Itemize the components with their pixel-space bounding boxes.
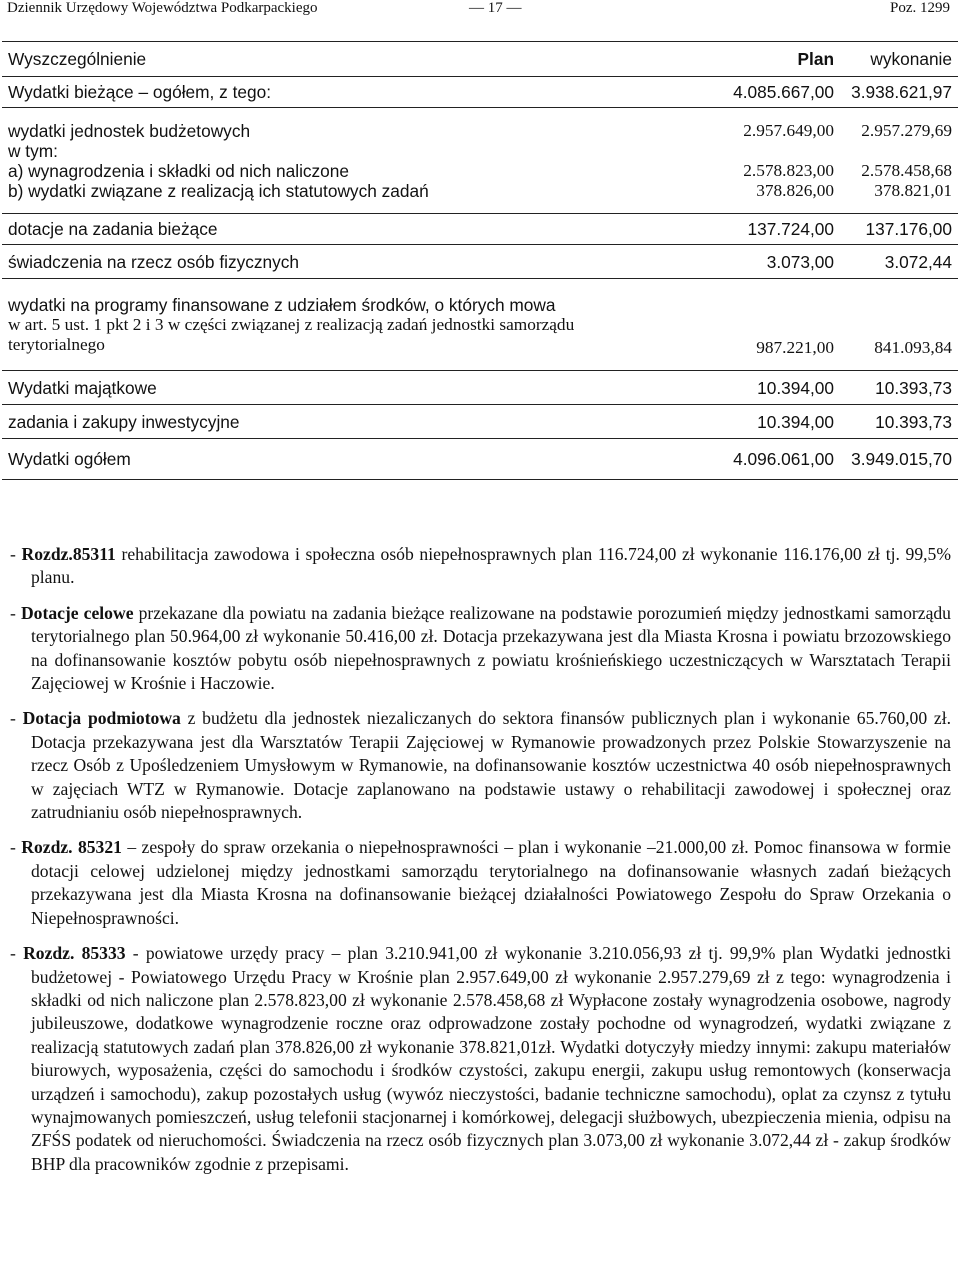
paragraph-dotacja-podmiotowa bbox=[10, 707, 951, 824]
col-header-description: Wyszczególnienie bbox=[2, 42, 712, 77]
paragraph-rozdz-85311 bbox=[10, 543, 951, 590]
paragraph-dash: - bbox=[10, 837, 22, 858]
report-body bbox=[10, 543, 951, 1188]
row-execution bbox=[840, 108, 958, 214]
row-plan: 3.073,00 bbox=[712, 245, 840, 279]
table-row bbox=[2, 371, 958, 405]
row-execution-value: 378.821,01 bbox=[874, 180, 952, 200]
paragraph-dash: - bbox=[10, 602, 21, 623]
row-label: zadania i zakupy inwestycyjne bbox=[2, 405, 712, 439]
row-execution: 137.176,00 bbox=[840, 214, 958, 245]
paragraph-heading: Rozdz. 85333 bbox=[23, 943, 126, 964]
row-plan-value: 2.578.823,00 bbox=[743, 160, 834, 180]
paragraph-text: przekazane dla powiatu na zadania bieżące realizowane na podstawie porozumień między jednostkami samorządu terytorialnego plan 50.964,00 zł wykonanie 50.416,00 zł. Dotacja przekazywana jest dla Miasta Krosna i powiatu brzozowskiego na dofinansowanie kosztów pobytu osób niepełnosprawnych z powiatu krośnieńskiego uczestniczących w Warsztatach Terapii Zajęciowej w Krośnie i Haczowie. bbox=[31, 602, 951, 694]
row-label: dotacje na zadania bieżące bbox=[2, 214, 712, 245]
row-plan: 10.394,00 bbox=[712, 371, 840, 405]
paragraph-text: z budżetu dla jednostek niezaliczanych do sektora finansów publicznych plan i wykonanie 65.760,00 zł. Dotacja przekazywana jest dla Warsztatów Terapii Zajęciowej w Rymanowie prowadzonych przez Polskie Stowarzyszenie na rzecz Osób z Upośledzeniem Umysłowym w Rymanowie, na dofinansowanie kosztów uczestnictwa 40 osób niepełnosprawnych w zajęciach WTZ w Rymanowie. Dotacje zaplanowano na podstawie ustawy o rehabilitacji zawodowej i społecznej oraz zatrudnianiu osób niepełnosprawnych. bbox=[31, 708, 951, 823]
row-label-line: w tym: bbox=[8, 140, 58, 161]
row-label-line: wydatki na programy finansowane z udziałem środków, o których mowa bbox=[8, 294, 556, 315]
row-label: Wydatki bieżące – ogółem, z tego: bbox=[2, 77, 712, 108]
table-row bbox=[2, 405, 958, 439]
paragraph-text: - powiatowe urzędy pracy – plan 3.210.941,00 zł wykonanie 3.210.056,93 zł tj. 99,9% plan Wydatki jednostki budżetowej - Powiatowego Urzędu Pracy w Krośnie plan 2.957.649,00 zł wykonanie 2.957.279,69 zł z tego: wynagrodzenia i składki od nich naliczone plan 2.578.823,00 zł wykonanie 2.578.458,68 zł Wypłacone zostały wynagrodzenia osobowe, nagrody jubileuszowe, dodatkowe wynagrodzenie roczne oraz odprowadzone zostały pochodne od wynagrodzeń, wydatki związane z realizacją statutowych zadań plan 378.826,00 zł wykonanie 378.821,01zł. Wydatki dotyczyły miedzy innymi: zakupu materiałów biurowych, wyposażenia, części do samochodu i środków czystości, zakupu energii, zakupu usług remontowych (konserwacja urządzeń i samochodu), zakup pozostałych usług (wywóz nieczystości, badanie techniczne samochodu), oplat za czynsz z tytułu wynajmowanych pomieszczeń, usług telefonii stacjonarnej i komórkowej, delegacji służbowych, ubezpieczenia mienia, odpisu na ZFŚS podatek od nieruchomości. Świadczenia na rzecz osób fizycznych plan 3.073,00 zł wykonanie 3.072,44 zł - zakup środków BHP dla pracowników zgodnie z przepisami. bbox=[31, 943, 951, 1174]
row-plan-value: 987.221,00 bbox=[756, 338, 834, 357]
table-row bbox=[2, 279, 958, 371]
paragraph-dotacje-celowe bbox=[10, 602, 951, 696]
row-plan-value: 2.957.649,00 bbox=[743, 120, 834, 140]
col-header-execution: wykonanie bbox=[840, 42, 958, 77]
row-execution: 10.393,73 bbox=[840, 405, 958, 439]
row-label-line: terytorialnego bbox=[8, 334, 105, 354]
table-header-row bbox=[2, 42, 958, 77]
row-execution: 3.938.621,97 bbox=[840, 77, 958, 108]
row-label: Wydatki majątkowe bbox=[2, 371, 712, 405]
row-plan: 137.724,00 bbox=[712, 214, 840, 245]
row-execution: 10.393,73 bbox=[840, 371, 958, 405]
row-label bbox=[2, 108, 712, 214]
paragraph-rozdz-85321 bbox=[10, 836, 951, 930]
row-execution-value: 841.093,84 bbox=[874, 338, 952, 357]
row-execution bbox=[840, 279, 958, 371]
row-label: Wydatki ogółem bbox=[2, 439, 712, 480]
paragraph-dash: - bbox=[10, 943, 24, 964]
paragraph-rozdz-85333 bbox=[10, 942, 951, 1176]
paragraph-heading: Dotacja podmiotowa bbox=[22, 708, 181, 729]
page-number: — 17 — bbox=[469, 0, 522, 16]
row-label-line: b) wydatki związane z realizacją ich statutowych zadań bbox=[8, 180, 429, 201]
row-plan bbox=[712, 279, 840, 371]
paragraph-dash: - bbox=[10, 708, 23, 729]
row-plan-value: 378.826,00 bbox=[756, 180, 834, 200]
table-row bbox=[2, 77, 958, 108]
paragraph-heading: Dotacje celowe bbox=[20, 602, 134, 623]
table-row bbox=[2, 439, 958, 480]
table-row bbox=[2, 245, 958, 279]
row-plan: 4.096.061,00 bbox=[712, 439, 840, 480]
position-number: Poz. 1299 bbox=[890, 0, 950, 16]
row-execution: 3.072,44 bbox=[840, 245, 958, 279]
row-label-line: a) wynagrodzenia i składki od nich naliczone bbox=[8, 160, 350, 181]
paragraph-text: – zespoły do spraw orzekania o niepełnosprawności – plan i wykonanie –21.000,00 zł. Pomoc finansowa w formie dotacji celowej udzielonej między jednostkami samorządu terytorialnego na dofinansowanie własnych zadań bieżących przekazywana jest dla Miasta Krosna na dofinansowanie bieżącej działalności Powiatowego Zespołu do Spraw Orzekania o Niepełnosprawności. bbox=[31, 837, 951, 928]
row-execution-value: 2.578.458,68 bbox=[861, 160, 952, 180]
row-execution-value: 2.957.279,69 bbox=[861, 120, 952, 140]
row-label: świadczenia na rzecz osób fizycznych bbox=[2, 245, 712, 279]
paragraph-text: rehabilitacja zawodowa i społeczna osób niepełnosprawnych plan 116.724,00 zł wykonanie 116.176,00 zł tj. 99,5% planu. bbox=[31, 544, 951, 588]
journal-title: Dziennik Urzędowy Województwa Podkarpackiego bbox=[7, 0, 318, 16]
row-plan: 4.085.667,00 bbox=[712, 77, 840, 108]
row-label-line: wydatki jednostek budżetowych bbox=[8, 120, 251, 141]
col-header-plan: Plan bbox=[712, 42, 840, 77]
page-header bbox=[7, 0, 952, 22]
paragraph-heading: Rozdz. 85321 bbox=[21, 837, 122, 858]
row-execution: 3.949.015,70 bbox=[840, 439, 958, 480]
expenditure-table bbox=[2, 41, 958, 480]
table-row bbox=[2, 108, 958, 214]
paragraph-heading: Rozdz.85311 bbox=[21, 544, 116, 564]
row-label-line: w art. 5 ust. 1 pkt 2 i 3 w części związanej z realizacją zadań jednostki samorządu bbox=[8, 314, 575, 334]
table-row bbox=[2, 214, 958, 245]
paragraph-dash: - bbox=[10, 544, 22, 564]
row-label bbox=[2, 279, 712, 371]
row-plan: 10.394,00 bbox=[712, 405, 840, 439]
row-plan bbox=[712, 108, 840, 214]
